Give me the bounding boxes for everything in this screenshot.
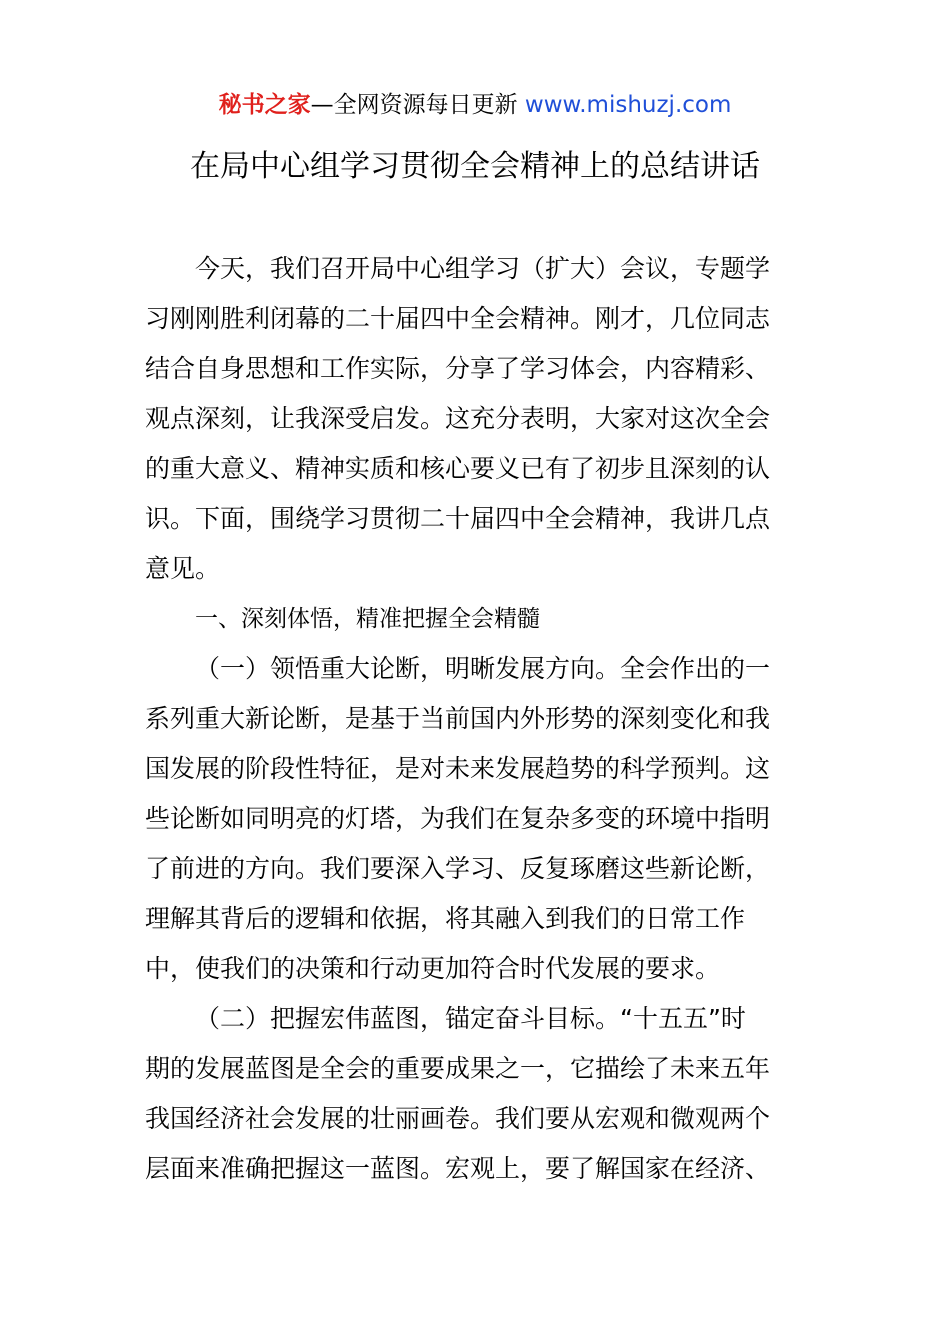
- body-line: 习刚刚胜利闭幕的二十届四中全会精神。刚才，几位同志: [145, 304, 771, 333]
- body-line: 系列重大新论断，是基于当前国内外形势的深刻变化和我: [145, 704, 771, 733]
- header-tagline: —全网资源每日更新: [310, 92, 525, 118]
- document-title: 在局中心组学习贯彻全会精神上的总结讲话: [190, 149, 760, 184]
- page-header: [0, 88, 950, 122]
- site-url-link[interactable]: www.mishuzj.com: [524, 92, 732, 118]
- body-line: 理解其背后的逻辑和依据，将其融入到我们的日常工作: [145, 904, 746, 933]
- body-line: 些论断如同明亮的灯塔，为我们在复杂多变的环境中指明: [145, 804, 771, 833]
- body-line: 的重大意义、精神实质和核心要义已有了初步且深刻的认: [145, 454, 771, 483]
- body-line: 层面来准确把握这一蓝图。宏观上，要了解国家在经济、: [145, 1154, 771, 1183]
- body-line: 结合自身思想和工作实际，分享了学习体会，内容精彩、: [145, 354, 771, 383]
- body-line: 期的发展蓝图是全会的重要成果之一，它描绘了未来五年: [145, 1054, 771, 1083]
- brand-name: 秘书之家: [218, 92, 311, 118]
- body-line: 了前进的方向。我们要深入学习、反复琢磨这些新论断，: [145, 854, 771, 883]
- body-line: 国发展的阶段性特征，是对未来发展趋势的科学预判。这: [145, 754, 771, 783]
- body-line: 我国经济社会发展的壮丽画卷。我们要从宏观和微观两个: [145, 1104, 771, 1133]
- body-line: （二）把握宏伟蓝图，锚定奋斗目标。“十五五”时: [195, 1004, 746, 1033]
- document-body: [145, 244, 810, 1194]
- body-line: 意见。: [145, 554, 221, 583]
- body-line: 今天，我们召开局中心组学习（扩大）会议，专题学: [195, 254, 771, 283]
- body-line: 识。下面，围绕学习贯彻二十届四中全会精神，我讲几点: [145, 504, 771, 533]
- body-line: 中，使我们的决策和行动更加符合时代发展的要求。: [145, 954, 721, 983]
- body-line: 观点深刻，让我深受启发。这充分表明，大家对这次全会: [145, 404, 771, 433]
- section-heading: 一、深刻体悟，精准把握全会精髓: [195, 606, 540, 632]
- body-line: （一）领悟重大论断，明晰发展方向。全会作出的一: [195, 654, 771, 683]
